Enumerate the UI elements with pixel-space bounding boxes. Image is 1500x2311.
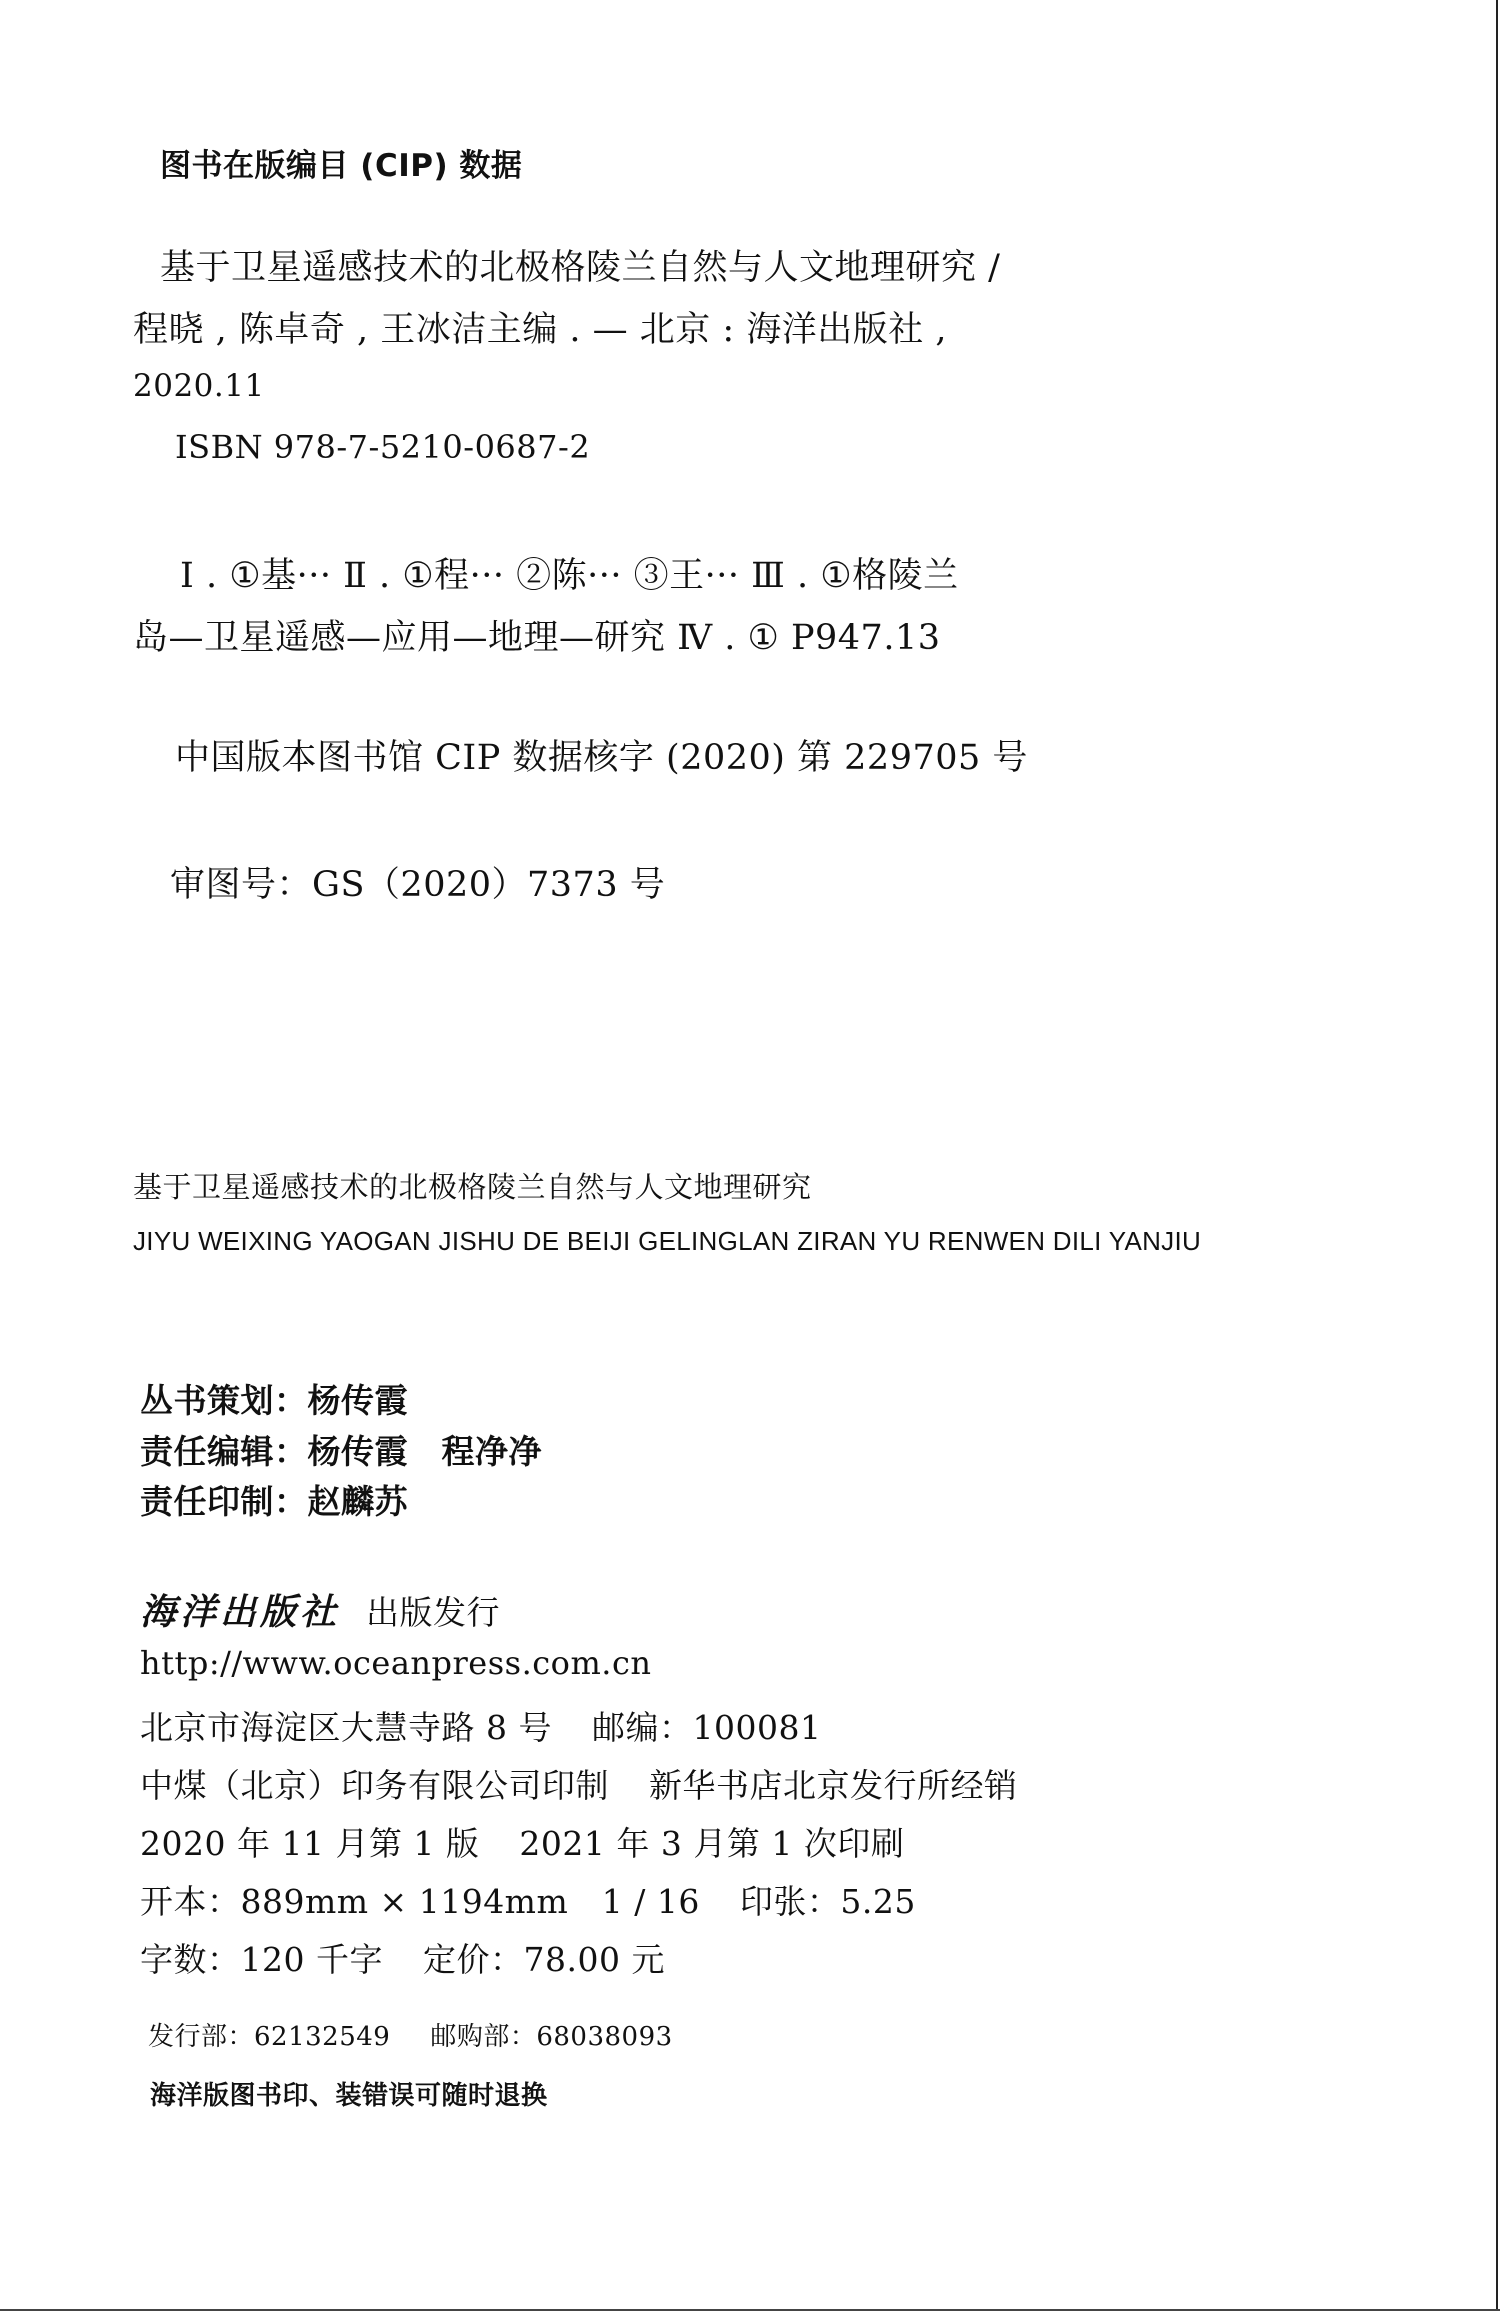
cip-verification: 中国版本图书馆 CIP 数据核字 (2020) 第 229705 号: [175, 738, 1028, 778]
cip-isbn: ISBN 978-7-5210-0687-2: [175, 428, 591, 466]
postcode: 邮编：100081: [591, 1708, 822, 1747]
printer-line: [140, 1760, 1018, 1807]
cip-line-1: 基于卫星遥感技术的北极格陵兰自然与人文地理研究 /: [160, 248, 1001, 288]
edition-line: [140, 1818, 904, 1865]
price-line: [140, 1934, 665, 1981]
publisher-address: 北京市海淀区大慧寺路 8 号: [140, 1708, 552, 1747]
book-title-zh: 基于卫星遥感技术的北极格陵兰自然与人文地理研究: [133, 1170, 812, 1204]
credit-series-planner: 丛书策划：杨传霞: [140, 1381, 408, 1420]
publisher-role: 出版发行: [366, 1593, 501, 1632]
format: 开本：889mm × 1194mm 1 / 16: [140, 1882, 700, 1921]
sheets: 印张：5.25: [739, 1882, 916, 1921]
printing: 2021 年 3 月第 1 次印刷: [519, 1824, 905, 1863]
return-notice: 海洋版图书印、装错误可随时退换: [150, 2081, 548, 2111]
book-title-pinyin: JIYU WEIXING YAOGAN JISHU DE BEIJI GELINGLAN ZIRAN YU RENWEN DILI YANJIU: [133, 1226, 1202, 1256]
cip-subject-line-2: 岛—卫星遥感—应用—地理—研究 Ⅳ . ① P947.13: [133, 618, 941, 658]
address-line: [140, 1702, 821, 1749]
credit-print-manager: 责任印制：赵麟苏: [140, 1482, 408, 1521]
cip-line-3: 2020.11: [133, 368, 265, 404]
contact-line: [148, 2016, 673, 2053]
price: 定价：78.00 元: [422, 1940, 665, 1979]
format-line: [140, 1876, 916, 1923]
cip-heading: 图书在版编目 (CIP) 数据: [160, 148, 523, 184]
mail-order-phone: 邮购部：68038093: [430, 2022, 673, 2052]
distributor: 新华书店北京发行所经销: [649, 1766, 1018, 1805]
publisher-logo: 海洋出版社: [140, 1591, 341, 1633]
map-review-number: 审图号：GS（2020）7373 号: [170, 865, 666, 905]
cip-line-2: 程晓 , 陈卓奇 , 王冰洁主编 . — 北京 : 海洋出版社 ,: [133, 310, 948, 350]
page-border-right: [1496, 0, 1498, 2311]
publisher-url: http://www.oceanpress.com.cn: [140, 1644, 652, 1682]
printer: 中煤（北京）印务有限公司印制: [140, 1766, 609, 1805]
distribution-dept-phone: 发行部：62132549: [148, 2022, 391, 2052]
credit-editor: 责任编辑：杨传霞 程净净: [140, 1432, 542, 1471]
word-count: 字数：120 千字: [140, 1940, 383, 1979]
cip-subject-line-1: Ⅰ . ①基··· Ⅱ . ①程··· ②陈··· ③王··· Ⅲ . ①格陵兰: [180, 556, 959, 596]
edition: 2020 年 11 月第 1 版: [140, 1824, 480, 1863]
publisher-line: [140, 1584, 500, 1635]
